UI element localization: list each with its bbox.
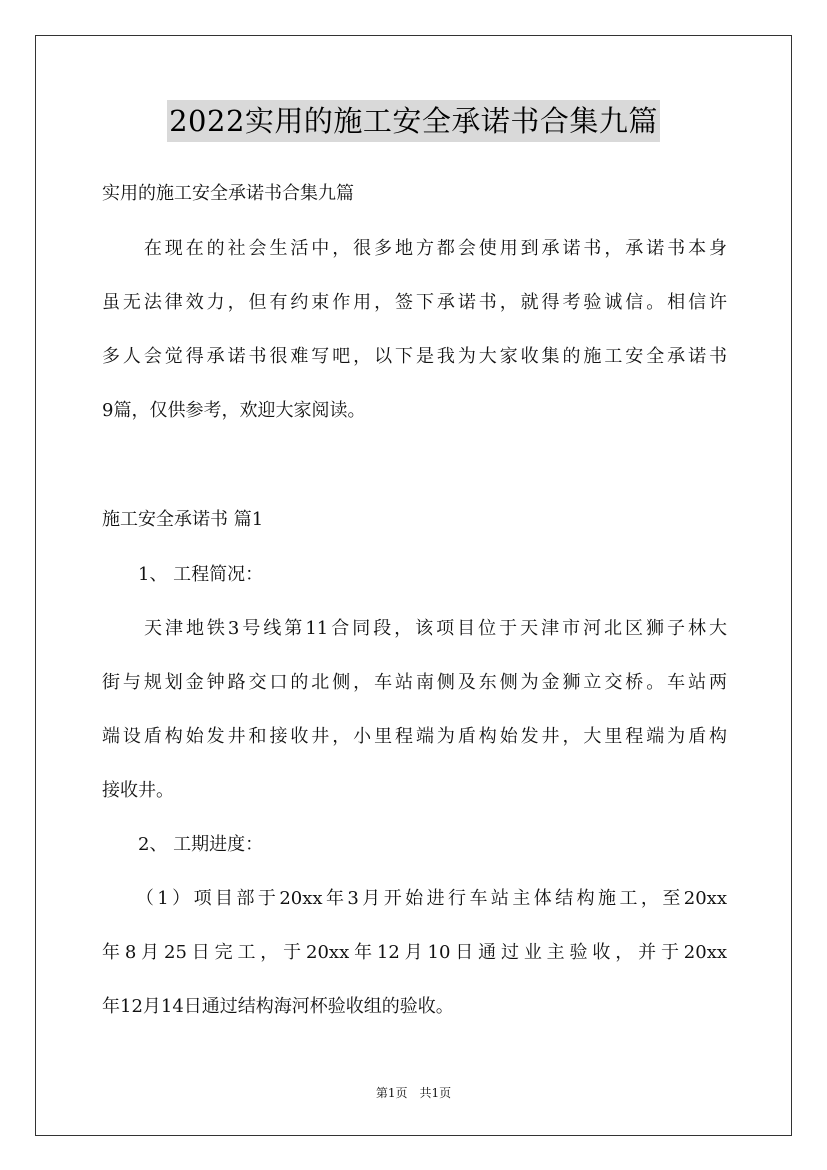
intro-line: 虽无法律效力，但有约束作用，签下承诺书，就得考验诚信。相信许 — [102, 292, 727, 313]
intro-line: 多人会觉得承诺书很难写吧，以下是我为大家收集的施工安全承诺书 — [102, 346, 727, 367]
item-heading: 1、 工程简况： — [102, 564, 264, 585]
body-line: 接收井。 — [102, 780, 174, 801]
body-line: 端设盾构始发井和接收井，小里程端为盾构始发井，大里程端为盾构 — [102, 726, 727, 747]
body-line: 年12月14日通过结构海河杯验收组的验收。 — [102, 996, 454, 1017]
body-line: 天津地铁3号线第11合同段，该项目位于天津市河北区狮子林大 — [102, 618, 727, 639]
section-heading: 施工安全承诺书 篇1 — [102, 509, 264, 530]
body-line: 街与规划金钟路交口的北侧，车站南侧及东侧为金狮立交桥。车站两 — [102, 672, 727, 693]
intro-line: 在现在的社会生活中，很多地方都会使用到承诺书，承诺书本身 — [102, 238, 727, 259]
body-line: 年8月25日完工，于20xx年12月10日通过业主验收，并于20xx — [102, 942, 727, 963]
document-subtitle: 实用的施工安全承诺书合集九篇 — [102, 183, 354, 204]
item-heading: 2、 工期进度： — [102, 834, 264, 855]
document-title: 2022实用的施工安全承诺书合集九篇 — [167, 100, 660, 142]
body-line: （1）项目部于20xx年3月开始进行车站主体结构施工，至20xx — [102, 888, 727, 909]
intro-line: 9篇，仅供参考，欢迎大家阅读。 — [102, 400, 366, 421]
page-footer: 第1页 共1页 — [375, 1086, 452, 1100]
title-container — [0, 100, 827, 142]
